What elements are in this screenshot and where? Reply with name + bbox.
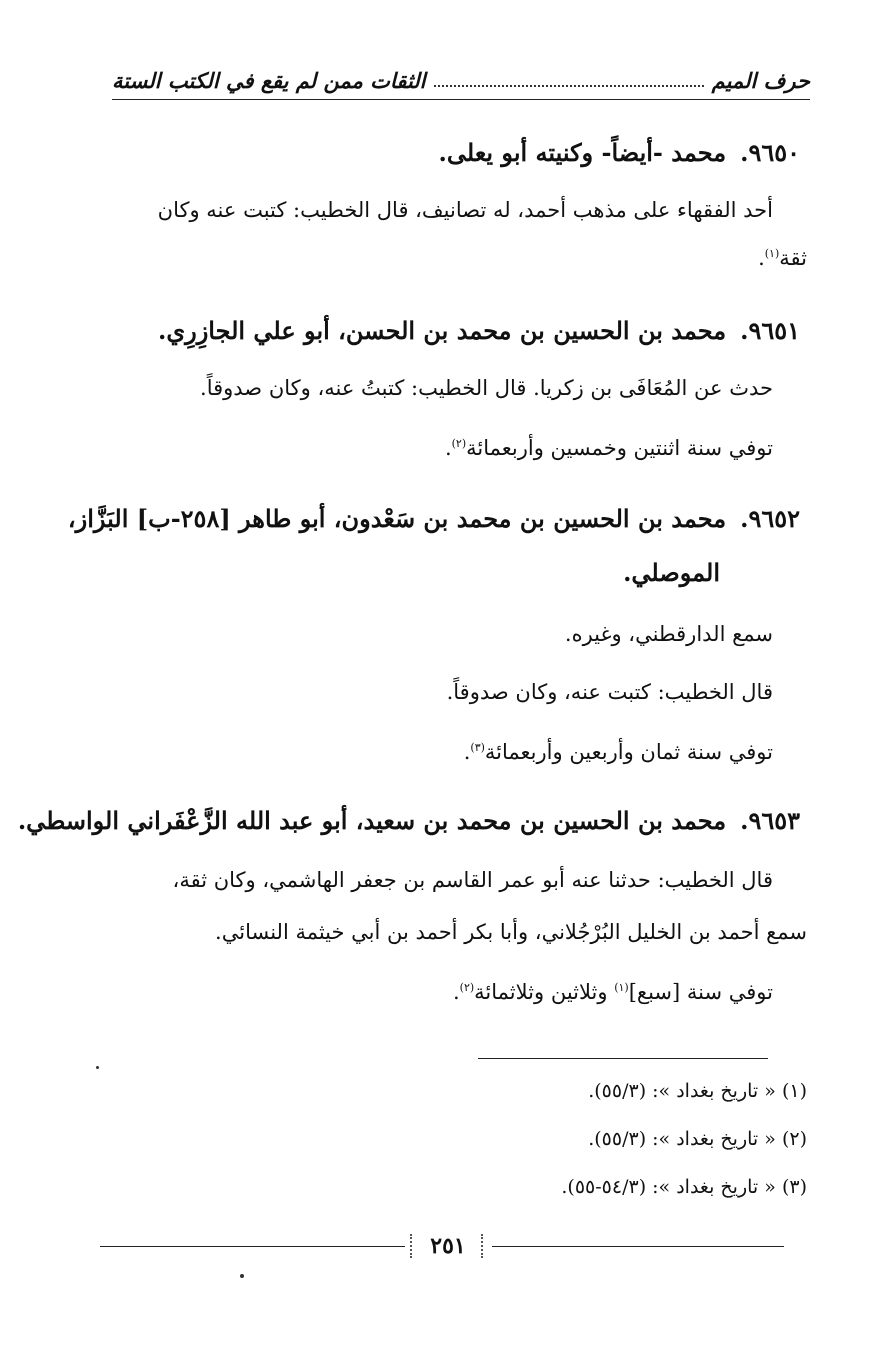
entry-number: ٩٦٥٢. (740, 504, 800, 533)
footnote-ref: (٣) (470, 741, 485, 754)
footnote-ref: (٢) (459, 981, 475, 994)
running-head (112, 68, 810, 100)
entry-title: محمد بن الحسين بن محمد بن الحسن، أبو علي الجازِرِي. (157, 316, 727, 345)
footnote-mark: (٢) (781, 1128, 807, 1150)
entry-number: ٩٦٥١. (740, 316, 800, 345)
body-text: وثلاثين وثلاثمائة (474, 980, 615, 1004)
footnote-separator (478, 1058, 768, 1059)
entry-body-line: حدث عن المُعَافَى بن زكريا. قال الخطيب: كتبتُ عنه، وكان صدوقاً. (200, 376, 773, 400)
running-head-section: حرف الميم (711, 68, 810, 93)
entry-heading (68, 504, 800, 533)
body-text: توفي سنة اثنتين وخمسين وأربعمائة (466, 436, 773, 460)
entry-title: محمد -أيضاً- وكنيته أبو يعلى. (438, 138, 727, 167)
entry-body-line: سمع الدارقطني، وغيره. (564, 622, 773, 646)
bottom-rule-right (492, 1246, 784, 1247)
body-text: . (452, 980, 460, 1004)
footnote-mark: (١) (781, 1080, 807, 1102)
entry-number: ٩٦٥٠. (740, 138, 800, 167)
footnote-text: « تاريخ بغداد »: (٥٤/٣-٥٥). (561, 1176, 776, 1198)
body-text: . (444, 436, 452, 460)
scan-speck (240, 1274, 244, 1278)
entry-body-line (453, 980, 773, 1004)
footnote (588, 1128, 807, 1150)
body-text: ثقة (779, 246, 807, 270)
entry-title: محمد بن الحسين بن محمد بن سعيد، أبو عبد الله الزَّعْفَراني الواسطي. (17, 806, 727, 835)
scan-speck (96, 1066, 99, 1069)
entry-body-line (445, 436, 773, 460)
entry-title: محمد بن الحسين بن محمد بن سَعْدون، أبو طاهر [٢٥٨-ب] البَزَّاز، (67, 504, 727, 533)
entry-body-line: قال الخطيب: حدثنا عنه أبو عمر القاسم بن جعفر الهاشمي، وكان ثقة، (172, 868, 773, 892)
running-head-title: الثقات ممن لم يقع في الكتب الستة (112, 68, 426, 93)
entry-body-line (758, 246, 807, 270)
footnote-ref: (١) (764, 247, 780, 260)
entry-heading-continuation: الموصلي. (623, 558, 720, 587)
bottom-rule-left (100, 1246, 405, 1247)
entry-heading (439, 138, 800, 167)
entry-heading (18, 806, 800, 835)
footnote-ref: (٢) (451, 437, 467, 450)
page-number: ٢٥١ (408, 1230, 488, 1262)
footnote-mark: (٣) (781, 1176, 807, 1198)
entry-body-line: سمع أحمد بن الخليل البُرْجُلاني، وأبا بكر أحمد بن أبي خيثمة النسائي. (215, 920, 807, 944)
footnote (561, 1176, 807, 1198)
running-head-dots (434, 68, 704, 87)
footnote (588, 1080, 807, 1102)
entry-heading (158, 316, 800, 345)
entry-number: ٩٦٥٣. (740, 806, 800, 835)
entry-body-line (464, 740, 773, 764)
footnote-ref: (١) (614, 981, 629, 994)
entry-body-line: أحد الفقهاء على مذهب أحمد، له تصانيف، قال الخطيب: كتبت عنه وكان (157, 198, 773, 222)
entry-body-line: قال الخطيب: كتبت عنه، وكان صدوقاً. (446, 680, 773, 704)
footnote-text: « تاريخ بغداد »: (٥٥/٣). (588, 1080, 776, 1102)
body-text: . (758, 246, 765, 270)
body-text: توفي سنة [سبع] (628, 980, 773, 1004)
footnote-text: « تاريخ بغداد »: (٥٥/٣). (588, 1128, 776, 1150)
body-text: . (463, 740, 471, 764)
body-text: توفي سنة ثمان وأربعين وأربعمائة (484, 740, 773, 764)
